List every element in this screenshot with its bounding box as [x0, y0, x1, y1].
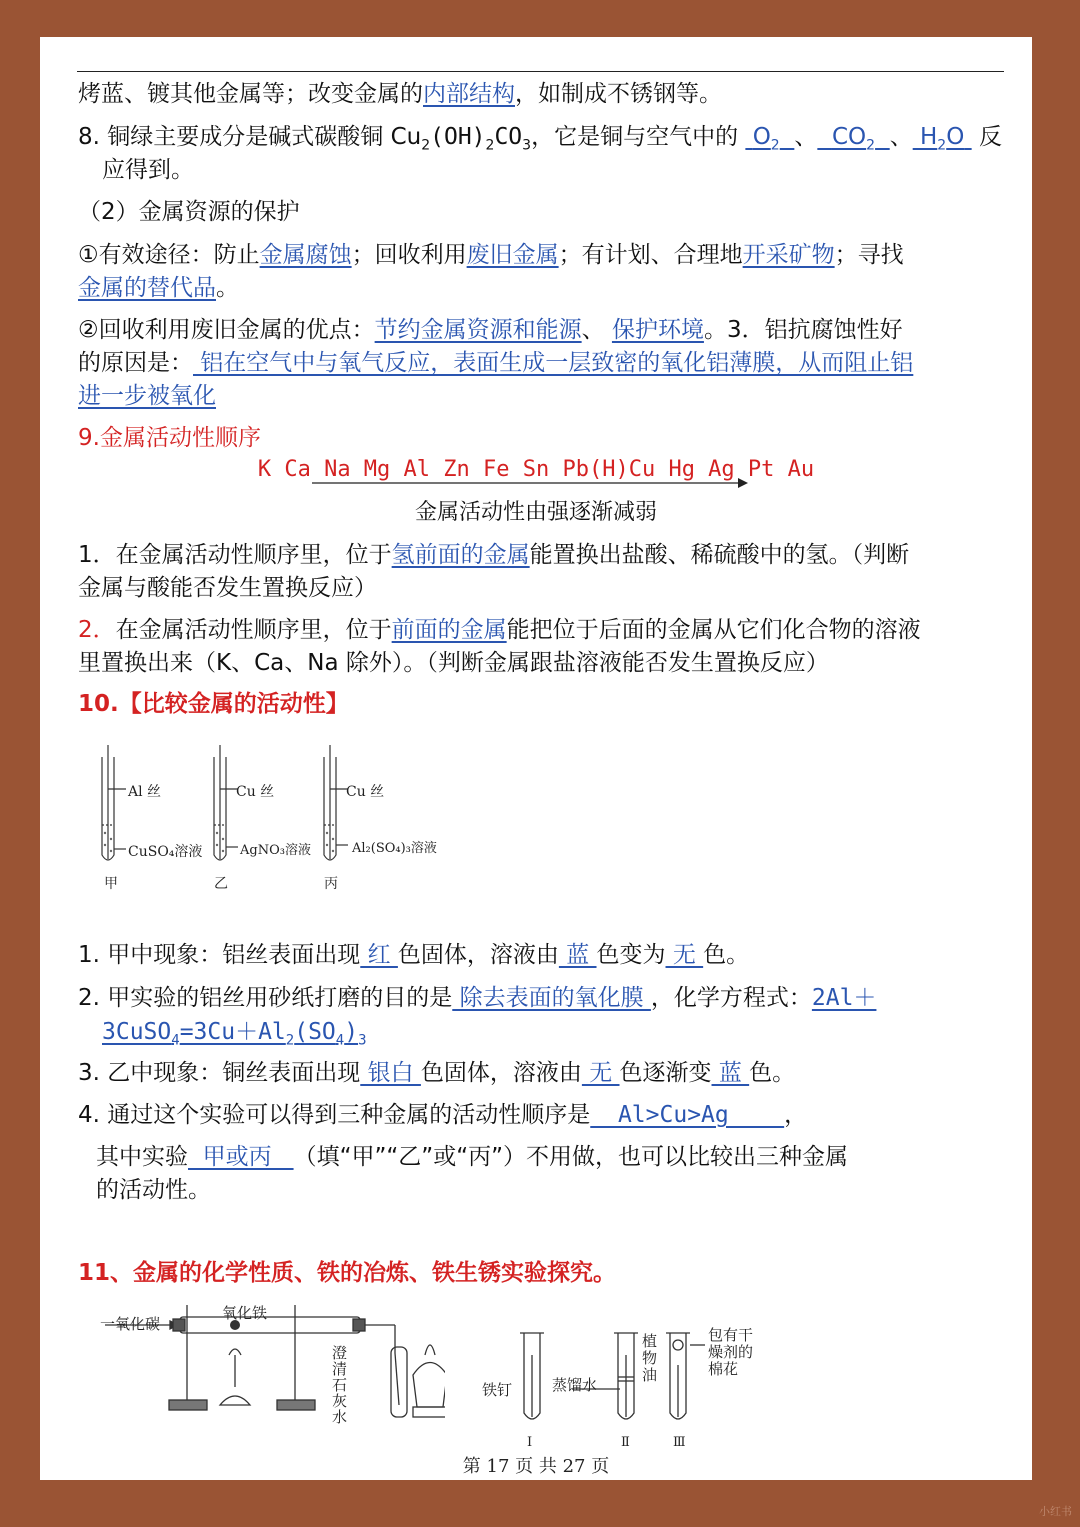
rule-2: 2．在金属活动性顺序里，位于前面的金属能把位于后面的金属从它们化合物的溶液	[78, 617, 921, 643]
section-9-title: 9.金属活动性顺序	[78, 425, 261, 451]
watermark: 小红书	[1039, 1505, 1072, 1518]
para-aluminum-reason: 的原因是： 铝在空气中与氧气反应，表面生成一层致密的氧化铝薄膜，从而阻止铝	[78, 350, 914, 376]
tube3-solution-label: Al₂(SO₄)₃溶液	[352, 841, 437, 856]
roman-2: Ⅱ	[621, 1435, 630, 1450]
tube2-wire-label: Cu 丝	[236, 784, 275, 800]
rule-1: 1．在金属活动性顺序里，位于氢前面的金属能置换出盐酸、稀硫酸中的氢。（判断	[78, 542, 910, 568]
question-2-equation: $3CuSO_4=3Cu+Al_2(SO_4)_3$	[102, 1019, 367, 1049]
tube1-solution-label: CuSO₄溶液	[128, 844, 203, 860]
question-4-line3: 的活动性。	[96, 1177, 211, 1203]
section-11-title: 11、金属的化学性质、铁的冶炼、铁生锈实验探究。	[78, 1260, 617, 1286]
item-8-copper-green: 8. 铜绿主要成分是碱式碳酸铜 $Cu_2(OH)_2CO_3$，它是铜与空气中的 $O_2$ 、 $CO_2$ 、 $H_2O$ 反	[78, 124, 1002, 154]
co-label: 一氧化碳	[100, 1315, 161, 1333]
document-page	[40, 37, 1032, 1480]
nail-label: 铁钉	[482, 1381, 513, 1399]
para-effective-ways: ①有效途径：防止金属腐蚀；回收利用废旧金属；有计划、合理地开采矿物；寻找	[78, 242, 904, 268]
iron-oxide-label: 氧化铁	[222, 1304, 268, 1322]
para-aluminum-reason-2: 进一步被氧化	[78, 383, 216, 409]
top-rule	[77, 71, 1004, 72]
tube3-name: 丙	[324, 876, 338, 892]
roman-1: Ⅰ	[527, 1435, 533, 1450]
section-resource-protection: （2）金属资源的保护	[78, 199, 300, 225]
tube1-wire-label: Al 丝	[128, 784, 162, 800]
roman-3: Ⅲ	[673, 1435, 686, 1450]
rule-2-line2: 里置换出来（K、Ca、Na 除外）。（判断金属跟盐溶液能否发生置换反应）	[78, 650, 829, 676]
page-footer: 第 17 页 共 27 页	[462, 1456, 610, 1477]
activity-caption: 金属活动性由强逐渐减弱	[414, 500, 657, 525]
para-effective-ways-2: 金属的替代品。	[78, 275, 239, 301]
rule-1-line2: 金属与酸能否发生置换反应）	[78, 575, 377, 601]
question-4: 4. 通过这个实验可以得到三种金属的活动性顺序是 Al>Cu>Ag ，	[78, 1102, 808, 1128]
activity-arrow	[310, 477, 750, 491]
tube3-wire-label: Cu 丝	[346, 784, 385, 800]
para-recycling-advantages: ②回收利用废旧金属的优点：节约金属资源和能源、 保护环境。3．铝抗腐蚀性好	[78, 317, 903, 343]
activity-series: K Ca Na Mg Al Zn Fe Sn Pb(H)Cu Hg Ag Pt Au	[257, 457, 815, 482]
item-8-line2: 应得到。	[102, 157, 194, 183]
plant-oil-label: 植 物 油	[642, 1332, 658, 1384]
tube2-solution-label: AgNO₃溶液	[240, 843, 311, 858]
distilled-water-label: 蒸馏水	[552, 1376, 598, 1394]
question-1: 1. 甲中现象：铝丝表面出现 红 色固体，溶液由 蓝 色变为 无 色。	[78, 942, 750, 968]
section-10-title: 10.【比较金属的活动性】	[78, 691, 349, 717]
tube2-name: 乙	[214, 876, 228, 892]
question-2: 2. 甲实验的铝丝用砂纸打磨的目的是 除去表面的氧化膜 ，化学方程式：2Al＋	[78, 985, 877, 1011]
test-tubes-diagram	[80, 737, 460, 897]
question-4-line2: 其中实验 甲或丙 （填“甲”“乙”或“丙”）不用做，也可以比较出三种金属	[96, 1144, 849, 1170]
limewater-label: 澄 清 石 灰 水	[332, 1344, 348, 1426]
para-change-structure: 烤蓝、镀其他金属等；改变金属的内部结构，如制成不锈钢等。	[78, 81, 722, 107]
question-3: 3. 乙中现象：铜丝表面出现 银白 色固体，溶液由 无 色逐渐变 蓝 色。	[78, 1060, 796, 1086]
tube1-name: 甲	[104, 876, 118, 892]
cotton-label: 包有干 燥剂的 棉花	[708, 1326, 754, 1378]
